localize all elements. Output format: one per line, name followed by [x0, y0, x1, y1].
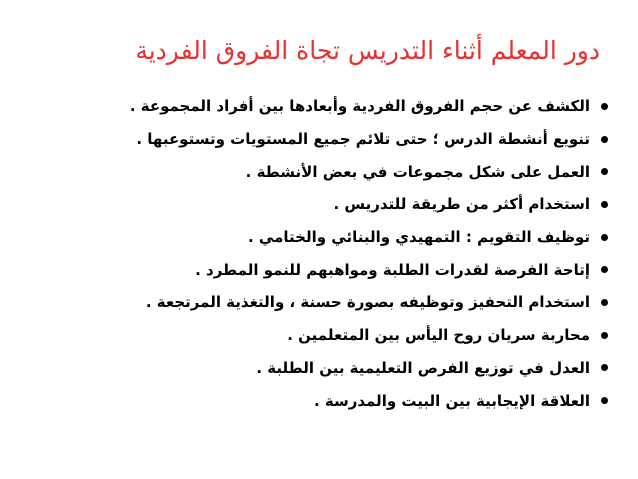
bullet-icon [601, 201, 608, 208]
bullet-text: استخدام أكثر من طريقة للتدريس . [333, 195, 590, 214]
bullet-text: العمل على شكل مجموعات في بعض الأنشطة . [245, 162, 590, 181]
bullet-text: توظيف التقويم : التمهيدي والبنائي والختامي . [248, 228, 590, 247]
bullet-icon [601, 364, 608, 371]
bullet-icon [601, 266, 608, 273]
bullet-text: الكشف عن حجم الفروق الفردية وأبعادها بين أفراد المجموعة . [129, 97, 590, 116]
list-item [20, 319, 608, 352]
bullet-icon [601, 234, 608, 241]
list-item [20, 384, 608, 417]
list-item [20, 90, 608, 123]
list-item [20, 221, 608, 254]
bullet-icon [601, 299, 608, 306]
bullet-icon [601, 397, 608, 404]
bullet-text: العلاقة الإيجابية بين البيت والمدرسة . [313, 391, 590, 410]
list-item [20, 286, 608, 319]
bullet-text: إتاحة الفرصة لقدرات الطلبة ومواهبهم للنمو المطرد . [195, 260, 590, 279]
bullet-icon [601, 168, 608, 175]
list-item [20, 188, 608, 221]
bullet-icon [601, 136, 608, 143]
bullet-text: تنويع أنشطة الدرس ؛ حتى تلائم جميع المستويات وتستوعبها . [136, 130, 590, 149]
list-item [20, 123, 608, 156]
bullet-text: استخدام التحفيز وتوظيفه بصورة حسنة ، والتغذية المرتجعة . [145, 293, 590, 312]
bullet-icon [601, 332, 608, 339]
list-item [20, 253, 608, 286]
bullet-icon [601, 103, 608, 110]
list-item [20, 155, 608, 188]
slide-title: دور المعلم أثناء التدريس تجاة الفروق الفردية [135, 36, 600, 65]
bullet-list [20, 90, 608, 417]
bullet-text: العدل في توزيع الفرص التعليمية بين الطلبة . [256, 358, 590, 377]
list-item [20, 352, 608, 385]
bullet-text: محاربة سريان روح اليأس بين المتعلمين . [287, 326, 590, 345]
